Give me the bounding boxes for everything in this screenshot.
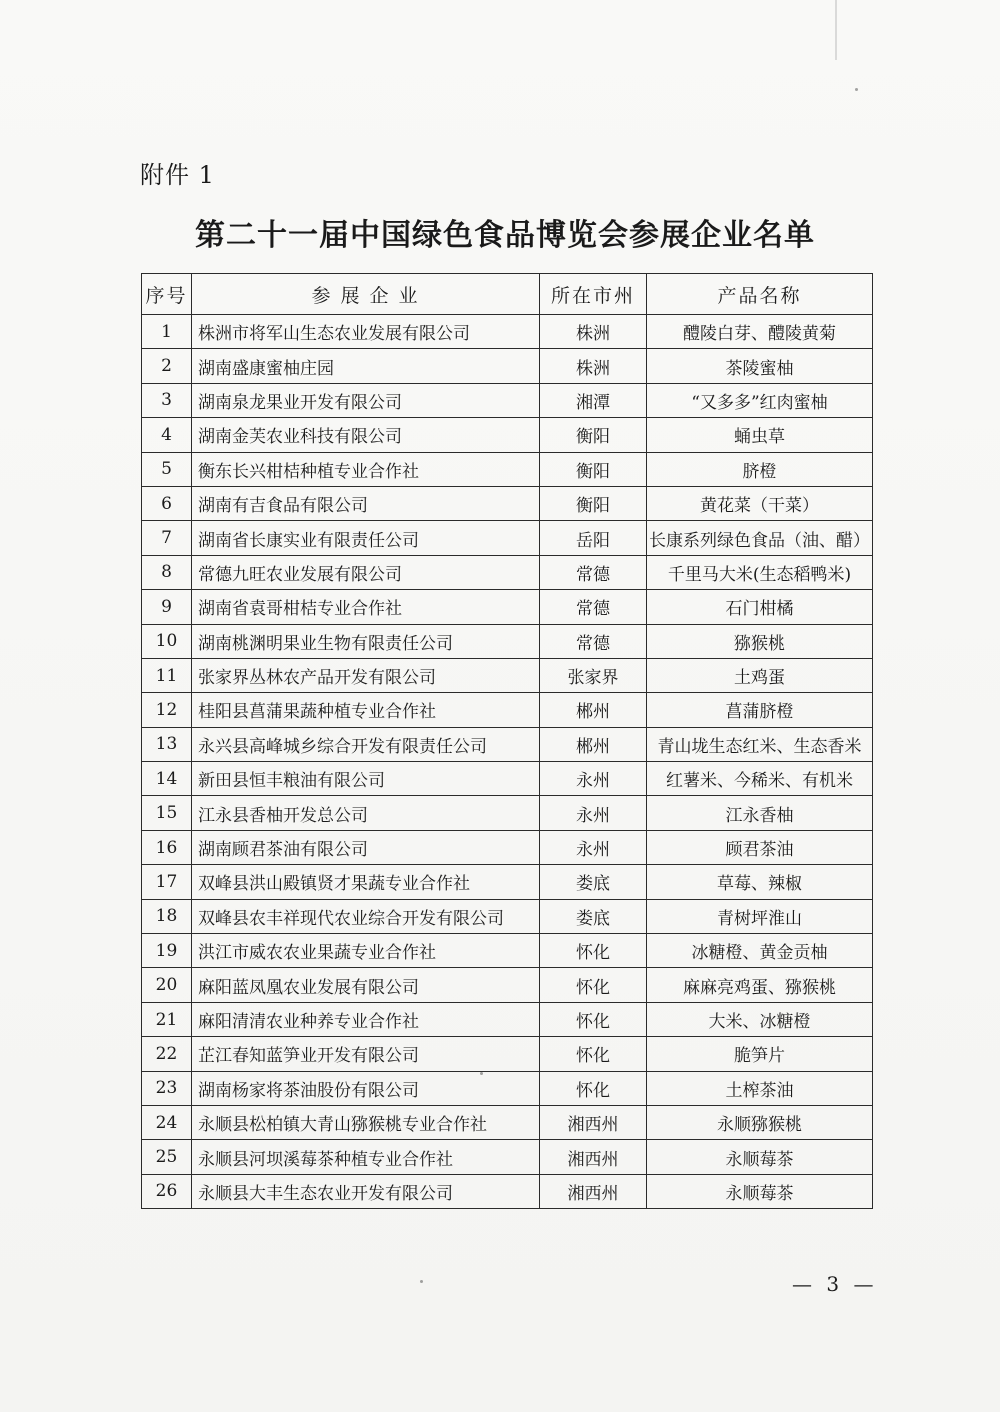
- table-row: [142, 315, 873, 349]
- attachment-label: 附件 1: [140, 161, 215, 189]
- header-no: 序号: [142, 274, 192, 315]
- cell-city: 怀化: [540, 1071, 647, 1105]
- table-row: [142, 830, 873, 864]
- cell-company: 永兴县高峰城乡综合开发有限责任公司: [192, 727, 540, 761]
- cell-company: 双峰县洪山殿镇贤才果蔬专业合作社: [192, 865, 540, 899]
- table-row: [142, 1037, 873, 1071]
- cell-company: 湖南盛康蜜柚庄园: [192, 349, 540, 383]
- scan-speck: [420, 1280, 423, 1283]
- table-row: [142, 418, 873, 452]
- table-row: [142, 521, 873, 555]
- exhibitor-table: [141, 273, 873, 1209]
- cell-no: 6: [142, 486, 192, 520]
- cell-no: 15: [142, 796, 192, 830]
- cell-product: 青山垅生态红米、生态香米: [647, 727, 873, 761]
- table-row: [142, 1140, 873, 1174]
- table-row: [142, 349, 873, 383]
- header-city: 所在市州: [540, 274, 647, 315]
- cell-company: 新田县恒丰粮油有限公司: [192, 762, 540, 796]
- table-row: [142, 658, 873, 692]
- scan-speck: [855, 88, 858, 91]
- cell-product: 猕猴桃: [647, 624, 873, 658]
- cell-product: 草莓、辣椒: [647, 865, 873, 899]
- cell-city: 常德: [540, 624, 647, 658]
- cell-company: 永顺县松柏镇大青山猕猴桃专业合作社: [192, 1105, 540, 1139]
- cell-city: 怀化: [540, 1037, 647, 1071]
- cell-company: 江永县香柚开发总公司: [192, 796, 540, 830]
- table-row: [142, 693, 873, 727]
- cell-company: 湖南杨家将茶油股份有限公司: [192, 1071, 540, 1105]
- cell-city: 娄底: [540, 865, 647, 899]
- cell-city: 湘西州: [540, 1105, 647, 1139]
- table-row: [142, 624, 873, 658]
- table-row: [142, 796, 873, 830]
- cell-product: 红薯米、今稀米、有机米: [647, 762, 873, 796]
- cell-no: 1: [142, 315, 192, 349]
- cell-city: 永州: [540, 762, 647, 796]
- cell-product: 蛹虫草: [647, 418, 873, 452]
- cell-company: 永顺县河坝溪莓茶种植专业合作社: [192, 1140, 540, 1174]
- cell-no: 3: [142, 383, 192, 417]
- cell-company: 芷江春知蓝笋业开发有限公司: [192, 1037, 540, 1071]
- table-row: [142, 1071, 873, 1105]
- cell-company: 湖南有吉食品有限公司: [192, 486, 540, 520]
- cell-no: 20: [142, 968, 192, 1002]
- cell-product: 永顺莓茶: [647, 1174, 873, 1208]
- table-row: [142, 555, 873, 589]
- table-row: [142, 383, 873, 417]
- cell-company: 湖南桃渊明果业生物有限责任公司: [192, 624, 540, 658]
- cell-company: 湖南金芙农业科技有限公司: [192, 418, 540, 452]
- cell-no: 8: [142, 555, 192, 589]
- cell-no: 17: [142, 865, 192, 899]
- cell-city: 怀化: [540, 934, 647, 968]
- cell-city: 常德: [540, 590, 647, 624]
- cell-product: 脆笋片: [647, 1037, 873, 1071]
- cell-no: 24: [142, 1105, 192, 1139]
- cell-no: 25: [142, 1140, 192, 1174]
- cell-company: 双峰县农丰祥现代农业综合开发有限公司: [192, 899, 540, 933]
- cell-company: 衡东长兴柑桔种植专业合作社: [192, 452, 540, 486]
- cell-company: 湖南顾君茶油有限公司: [192, 830, 540, 864]
- cell-city: 怀化: [540, 1002, 647, 1036]
- document-title: 第二十一届中国绿色食品博览会参展企业名单: [195, 218, 815, 253]
- cell-no: 13: [142, 727, 192, 761]
- table-body: [142, 315, 873, 1209]
- cell-city: 永州: [540, 796, 647, 830]
- cell-product: 永顺猕猴桃: [647, 1105, 873, 1139]
- cell-no: 18: [142, 899, 192, 933]
- cell-city: 湘潭: [540, 383, 647, 417]
- cell-product: 千里马大米(生态稻鸭米): [647, 555, 873, 589]
- table-row: [142, 1105, 873, 1139]
- cell-city: 郴州: [540, 727, 647, 761]
- cell-no: 4: [142, 418, 192, 452]
- cell-company: 湖南省长康实业有限责任公司: [192, 521, 540, 555]
- cell-company: 张家界丛林农产品开发有限公司: [192, 658, 540, 692]
- cell-company: 湖南泉龙果业开发有限公司: [192, 383, 540, 417]
- cell-city: 株洲: [540, 315, 647, 349]
- cell-city: 娄底: [540, 899, 647, 933]
- cell-no: 19: [142, 934, 192, 968]
- cell-product: 脐橙: [647, 452, 873, 486]
- cell-product: 青树坪淮山: [647, 899, 873, 933]
- table-row: [142, 590, 873, 624]
- cell-no: 5: [142, 452, 192, 486]
- cell-product: 江永香柚: [647, 796, 873, 830]
- cell-product: 石门柑橘: [647, 590, 873, 624]
- cell-product: 永顺莓茶: [647, 1140, 873, 1174]
- cell-product: 长康系列绿色食品（油、醋）: [647, 521, 873, 555]
- table-row: [142, 452, 873, 486]
- cell-product: 土鸡蛋: [647, 658, 873, 692]
- cell-company: 麻阳蓝凤凰农业发展有限公司: [192, 968, 540, 1002]
- cell-city: 怀化: [540, 968, 647, 1002]
- header-company: 参 展 企 业: [192, 274, 540, 315]
- cell-city: 常德: [540, 555, 647, 589]
- cell-product: 麻麻亮鸡蛋、猕猴桃: [647, 968, 873, 1002]
- cell-city: 衡阳: [540, 418, 647, 452]
- cell-product: 冰糖橙、黄金贡柚: [647, 934, 873, 968]
- cell-no: 7: [142, 521, 192, 555]
- cell-city: 郴州: [540, 693, 647, 727]
- cell-city: 张家界: [540, 658, 647, 692]
- cell-city: 岳阳: [540, 521, 647, 555]
- table-header-row: [142, 274, 873, 315]
- cell-no: 26: [142, 1174, 192, 1208]
- cell-city: 湘西州: [540, 1140, 647, 1174]
- table-row: [142, 1002, 873, 1036]
- cell-no: 10: [142, 624, 192, 658]
- cell-no: 14: [142, 762, 192, 796]
- table-row: [142, 727, 873, 761]
- cell-company: 洪江市威农农业果蔬专业合作社: [192, 934, 540, 968]
- table-row: [142, 865, 873, 899]
- cell-product: 菖蒲脐橙: [647, 693, 873, 727]
- page-number: — 3 —: [792, 1272, 878, 1296]
- cell-product: 顾君茶油: [647, 830, 873, 864]
- cell-city: 衡阳: [540, 452, 647, 486]
- cell-company: 常德九旺农业发展有限公司: [192, 555, 540, 589]
- table-row: [142, 762, 873, 796]
- cell-company: 株洲市将军山生态农业发展有限公司: [192, 315, 540, 349]
- cell-product: 醴陵白芽、醴陵黄菊: [647, 315, 873, 349]
- scan-edge-mark: [835, 0, 837, 60]
- cell-company: 麻阳清清农业种养专业合作社: [192, 1002, 540, 1036]
- cell-product: “又多多”红肉蜜柚: [647, 383, 873, 417]
- cell-no: 9: [142, 590, 192, 624]
- header-product: 产品名称: [647, 274, 873, 315]
- table-row: [142, 934, 873, 968]
- cell-product: 大米、冰糖橙: [647, 1002, 873, 1036]
- cell-city: 湘西州: [540, 1174, 647, 1208]
- cell-city: 永州: [540, 830, 647, 864]
- cell-city: 株洲: [540, 349, 647, 383]
- cell-product: 黄花菜（干菜）: [647, 486, 873, 520]
- cell-product: 茶陵蜜柚: [647, 349, 873, 383]
- cell-no: 2: [142, 349, 192, 383]
- table-row: [142, 486, 873, 520]
- cell-product: 土榨茶油: [647, 1071, 873, 1105]
- cell-no: 21: [142, 1002, 192, 1036]
- table-row: [142, 968, 873, 1002]
- table-row: [142, 1174, 873, 1208]
- cell-company: 湖南省袁哥柑桔专业合作社: [192, 590, 540, 624]
- table-row: [142, 899, 873, 933]
- cell-no: 11: [142, 658, 192, 692]
- cell-no: 16: [142, 830, 192, 864]
- cell-city: 衡阳: [540, 486, 647, 520]
- cell-no: 23: [142, 1071, 192, 1105]
- cell-company: 桂阳县菖蒲果蔬种植专业合作社: [192, 693, 540, 727]
- cell-no: 12: [142, 693, 192, 727]
- cell-company: 永顺县大丰生态农业开发有限公司: [192, 1174, 540, 1208]
- cell-no: 22: [142, 1037, 192, 1071]
